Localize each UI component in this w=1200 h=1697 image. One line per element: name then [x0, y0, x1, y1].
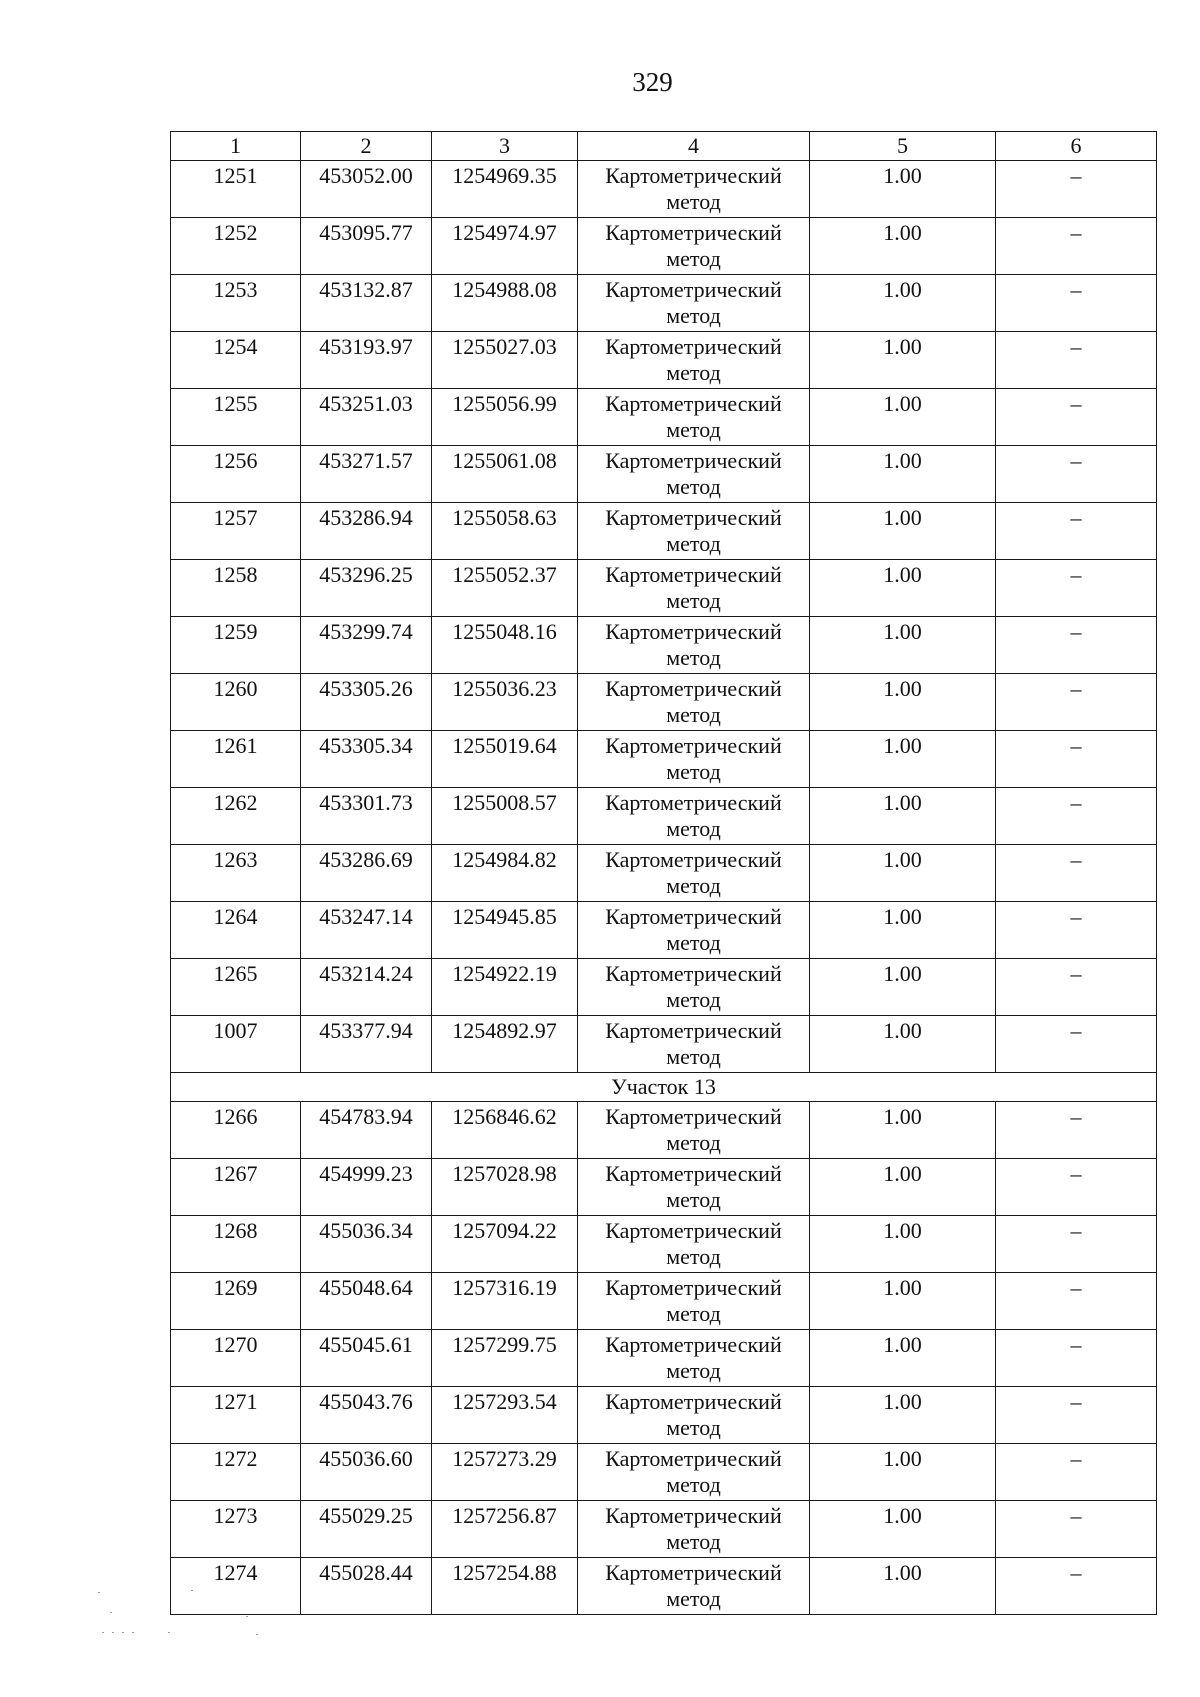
section-row — [171, 1073, 1157, 1102]
cell-y-coordinate: 1255058.63 — [432, 503, 578, 560]
cell-accuracy: 1.00 — [810, 503, 996, 560]
table-row — [171, 218, 1157, 275]
cell-y-coordinate: 1257028.98 — [432, 1159, 578, 1216]
cell-x-coordinate: 455036.34 — [301, 1216, 432, 1273]
cell-accuracy: 1.00 — [810, 617, 996, 674]
cell-note: – — [996, 560, 1157, 617]
cell-method: Картометрический метод — [578, 1273, 810, 1330]
cell-y-coordinate: 1254922.19 — [432, 959, 578, 1016]
cell-x-coordinate: 453052.00 — [301, 161, 432, 218]
cell-method: Картометрический метод — [578, 674, 810, 731]
cell-x-coordinate: 455028.44 — [301, 1558, 432, 1615]
cell-note: – — [996, 1558, 1157, 1615]
cell-method: Картометрический метод — [578, 161, 810, 218]
cell-y-coordinate: 1254969.35 — [432, 161, 578, 218]
cell-method: Картометрический метод — [578, 959, 810, 1016]
column-header-3: 3 — [432, 132, 578, 161]
cell-accuracy: 1.00 — [810, 1016, 996, 1073]
cell-note: – — [996, 1387, 1157, 1444]
table-row — [171, 1216, 1157, 1273]
cell-method: Картометрический метод — [578, 1016, 810, 1073]
cell-method: Картометрический метод — [578, 1330, 810, 1387]
cell-x-coordinate: 455036.60 — [301, 1444, 432, 1501]
cell-point-number: 1270 — [171, 1330, 301, 1387]
cell-y-coordinate: 1257316.19 — [432, 1273, 578, 1330]
cell-y-coordinate: 1255036.23 — [432, 674, 578, 731]
cell-point-number: 1264 — [171, 902, 301, 959]
cell-point-number: 1263 — [171, 845, 301, 902]
cell-accuracy: 1.00 — [810, 161, 996, 218]
cell-note: – — [996, 218, 1157, 275]
cell-x-coordinate: 455048.64 — [301, 1273, 432, 1330]
cell-x-coordinate: 455043.76 — [301, 1387, 432, 1444]
cell-method: Картометрический метод — [578, 1159, 810, 1216]
cell-accuracy: 1.00 — [810, 1102, 996, 1159]
cell-note: – — [996, 1501, 1157, 1558]
cell-accuracy: 1.00 — [810, 275, 996, 332]
column-header-6: 6 — [996, 132, 1157, 161]
cell-note: – — [996, 902, 1157, 959]
cell-y-coordinate: 1255008.57 — [432, 788, 578, 845]
cell-x-coordinate: 454783.94 — [301, 1102, 432, 1159]
cell-accuracy: 1.00 — [810, 959, 996, 1016]
cell-point-number: 1258 — [171, 560, 301, 617]
table-row — [171, 275, 1157, 332]
table-row — [171, 1016, 1157, 1073]
cell-point-number: 1262 — [171, 788, 301, 845]
table-row — [171, 959, 1157, 1016]
cell-point-number: 1252 — [171, 218, 301, 275]
cell-point-number: 1253 — [171, 275, 301, 332]
cell-method: Картометрический метод — [578, 845, 810, 902]
cell-y-coordinate: 1255056.99 — [432, 389, 578, 446]
page-number: 329 — [632, 67, 673, 97]
cell-point-number: 1267 — [171, 1159, 301, 1216]
cell-y-coordinate: 1255061.08 — [432, 446, 578, 503]
cell-point-number: 1261 — [171, 731, 301, 788]
table-row — [171, 1558, 1157, 1615]
table-row — [171, 674, 1157, 731]
cell-accuracy: 1.00 — [810, 218, 996, 275]
header-row — [171, 132, 1157, 161]
cell-method: Картометрический метод — [578, 1501, 810, 1558]
section-label: Участок 13 — [171, 1073, 1157, 1102]
table-row — [171, 446, 1157, 503]
cell-y-coordinate: 1254945.85 — [432, 902, 578, 959]
cell-x-coordinate: 453132.87 — [301, 275, 432, 332]
cell-method: Картометрический метод — [578, 1102, 810, 1159]
cell-point-number: 1251 — [171, 161, 301, 218]
cell-point-number: 1265 — [171, 959, 301, 1016]
table-row — [171, 1159, 1157, 1216]
cell-accuracy: 1.00 — [810, 1159, 996, 1216]
cell-method: Картометрический метод — [578, 617, 810, 674]
table-row — [171, 902, 1157, 959]
cell-accuracy: 1.00 — [810, 1501, 996, 1558]
cell-note: – — [996, 788, 1157, 845]
cell-note: – — [996, 1273, 1157, 1330]
cell-method: Картометрический метод — [578, 902, 810, 959]
cell-method: Картометрический метод — [578, 446, 810, 503]
cell-note: – — [996, 161, 1157, 218]
cell-method: Картометрический метод — [578, 1216, 810, 1273]
table-row — [171, 1273, 1157, 1330]
table-row — [171, 1501, 1157, 1558]
cell-y-coordinate: 1254988.08 — [432, 275, 578, 332]
cell-point-number: 1272 — [171, 1444, 301, 1501]
cell-method: Картометрический метод — [578, 332, 810, 389]
cell-x-coordinate: 453377.94 — [301, 1016, 432, 1073]
table-row — [171, 332, 1157, 389]
cell-y-coordinate: 1257254.88 — [432, 1558, 578, 1615]
table-row — [171, 161, 1157, 218]
cell-note: – — [996, 1330, 1157, 1387]
cell-x-coordinate: 453271.57 — [301, 446, 432, 503]
cell-y-coordinate: 1256846.62 — [432, 1102, 578, 1159]
table-row — [171, 503, 1157, 560]
cell-method: Картометрический метод — [578, 503, 810, 560]
cell-accuracy: 1.00 — [810, 1387, 996, 1444]
cell-x-coordinate: 453301.73 — [301, 788, 432, 845]
cell-point-number: 1268 — [171, 1216, 301, 1273]
cell-method: Картометрический метод — [578, 1444, 810, 1501]
cell-point-number: 1273 — [171, 1501, 301, 1558]
cell-accuracy: 1.00 — [810, 1330, 996, 1387]
table-row — [171, 1444, 1157, 1501]
cell-note: – — [996, 1159, 1157, 1216]
cell-y-coordinate: 1255048.16 — [432, 617, 578, 674]
cell-x-coordinate: 453095.77 — [301, 218, 432, 275]
cell-y-coordinate: 1257299.75 — [432, 1330, 578, 1387]
cell-point-number: 1260 — [171, 674, 301, 731]
cell-y-coordinate: 1257293.54 — [432, 1387, 578, 1444]
column-header-5: 5 — [810, 132, 996, 161]
cell-y-coordinate: 1254984.82 — [432, 845, 578, 902]
cell-accuracy: 1.00 — [810, 446, 996, 503]
cell-note: – — [996, 275, 1157, 332]
cell-method: Картометрический метод — [578, 1558, 810, 1615]
scan-specks — [96, 1588, 296, 1648]
table-row — [171, 1387, 1157, 1444]
coordinates-table — [170, 131, 1157, 1615]
cell-point-number: 1259 — [171, 617, 301, 674]
column-header-2: 2 — [301, 132, 432, 161]
cell-note: – — [996, 1444, 1157, 1501]
cell-y-coordinate: 1257256.87 — [432, 1501, 578, 1558]
cell-x-coordinate: 453305.34 — [301, 731, 432, 788]
cell-y-coordinate: 1257273.29 — [432, 1444, 578, 1501]
cell-method: Картометрический метод — [578, 560, 810, 617]
cell-x-coordinate: 453286.69 — [301, 845, 432, 902]
cell-point-number: 1254 — [171, 332, 301, 389]
cell-note: – — [996, 1216, 1157, 1273]
table-row — [171, 560, 1157, 617]
cell-y-coordinate: 1254892.97 — [432, 1016, 578, 1073]
cell-x-coordinate: 455045.61 — [301, 1330, 432, 1387]
cell-accuracy: 1.00 — [810, 1558, 996, 1615]
cell-y-coordinate: 1255019.64 — [432, 731, 578, 788]
cell-accuracy: 1.00 — [810, 674, 996, 731]
cell-point-number: 1271 — [171, 1387, 301, 1444]
cell-point-number: 1007 — [171, 1016, 301, 1073]
cell-x-coordinate: 453193.97 — [301, 332, 432, 389]
cell-x-coordinate: 453251.03 — [301, 389, 432, 446]
cell-accuracy: 1.00 — [810, 1444, 996, 1501]
cell-accuracy: 1.00 — [810, 1273, 996, 1330]
cell-y-coordinate: 1255027.03 — [432, 332, 578, 389]
cell-x-coordinate: 454999.23 — [301, 1159, 432, 1216]
table-row — [171, 617, 1157, 674]
cell-point-number: 1274 — [171, 1558, 301, 1615]
cell-x-coordinate: 455029.25 — [301, 1501, 432, 1558]
cell-note: – — [996, 503, 1157, 560]
column-header-1: 1 — [171, 132, 301, 161]
cell-x-coordinate: 453286.94 — [301, 503, 432, 560]
cell-accuracy: 1.00 — [810, 902, 996, 959]
cell-x-coordinate: 453296.25 — [301, 560, 432, 617]
cell-note: – — [996, 1016, 1157, 1073]
column-header-4: 4 — [578, 132, 810, 161]
cell-method: Картометрический метод — [578, 1387, 810, 1444]
cell-accuracy: 1.00 — [810, 389, 996, 446]
cell-point-number: 1256 — [171, 446, 301, 503]
cell-note: – — [996, 959, 1157, 1016]
cell-note: – — [996, 446, 1157, 503]
cell-note: – — [996, 731, 1157, 788]
cell-method: Картометрический метод — [578, 218, 810, 275]
cell-accuracy: 1.00 — [810, 560, 996, 617]
cell-point-number: 1266 — [171, 1102, 301, 1159]
cell-note: – — [996, 617, 1157, 674]
cell-note: – — [996, 389, 1157, 446]
cell-y-coordinate: 1254974.97 — [432, 218, 578, 275]
cell-y-coordinate: 1257094.22 — [432, 1216, 578, 1273]
table-row — [171, 731, 1157, 788]
table-header — [171, 132, 1157, 161]
table-row — [171, 389, 1157, 446]
cell-note: – — [996, 332, 1157, 389]
cell-point-number: 1255 — [171, 389, 301, 446]
cell-x-coordinate: 453214.24 — [301, 959, 432, 1016]
cell-method: Картометрический метод — [578, 788, 810, 845]
table-row — [171, 788, 1157, 845]
table-row — [171, 845, 1157, 902]
cell-accuracy: 1.00 — [810, 788, 996, 845]
cell-x-coordinate: 453299.74 — [301, 617, 432, 674]
cell-method: Картометрический метод — [578, 389, 810, 446]
cell-x-coordinate: 453247.14 — [301, 902, 432, 959]
cell-point-number: 1257 — [171, 503, 301, 560]
cell-method: Картометрический метод — [578, 275, 810, 332]
cell-accuracy: 1.00 — [810, 332, 996, 389]
cell-accuracy: 1.00 — [810, 1216, 996, 1273]
cell-accuracy: 1.00 — [810, 845, 996, 902]
cell-note: – — [996, 1102, 1157, 1159]
cell-note: – — [996, 674, 1157, 731]
cell-point-number: 1269 — [171, 1273, 301, 1330]
cell-method: Картометрический метод — [578, 731, 810, 788]
table-body — [171, 161, 1157, 1615]
table-row — [171, 1102, 1157, 1159]
cell-x-coordinate: 453305.26 — [301, 674, 432, 731]
cell-accuracy: 1.00 — [810, 731, 996, 788]
table-row — [171, 1330, 1157, 1387]
cell-y-coordinate: 1255052.37 — [432, 560, 578, 617]
cell-note: – — [996, 845, 1157, 902]
